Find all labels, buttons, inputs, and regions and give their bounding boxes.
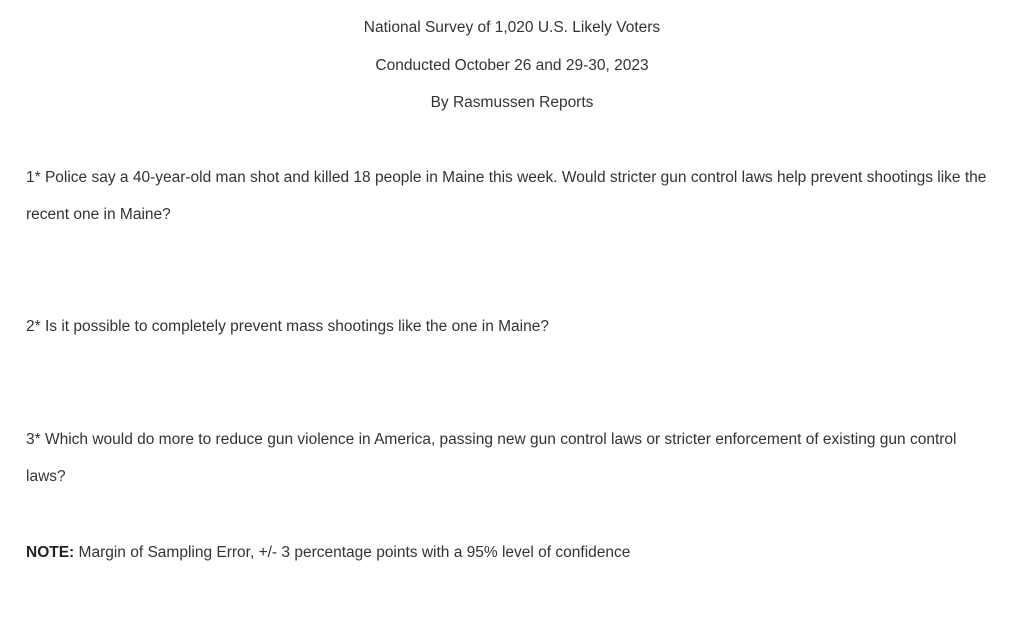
- question-2-answer-space: [26, 346, 999, 421]
- question-1-text: 1* Police say a 40-year-old man shot and killed 18 people in Maine this week. Would stricter gun control laws help prevent shootings like the recent one in Maine?: [26, 168, 987, 223]
- document-body: [0, 122, 1024, 571]
- document-header: [0, 0, 1024, 122]
- note-text: Margin of Sampling Error, +/- 3 percentage points with a 95% level of confidence: [78, 543, 631, 561]
- question-2-text: 2* Is it possible to completely prevent mass shootings like the one in Maine?: [26, 318, 549, 336]
- note-label: NOTE:: [26, 543, 75, 561]
- question-3-text: 3* Which would do more to reduce gun violence in America, passing new gun control laws or stricter enforcement of existing gun control laws?: [26, 430, 957, 486]
- question-1-answer-space: [26, 233, 999, 308]
- survey-organization: By Rasmussen Reports: [430, 94, 594, 111]
- question-block-3: [26, 421, 999, 496]
- survey-title: National Survey of 1,020 U.S. Likely Voters: [363, 19, 661, 36]
- note-line: [26, 496, 999, 571]
- question-block-1: [26, 159, 999, 309]
- survey-dates: Conducted October 26 and 29-30, 2023: [375, 56, 649, 74]
- question-block-2: [26, 308, 999, 420]
